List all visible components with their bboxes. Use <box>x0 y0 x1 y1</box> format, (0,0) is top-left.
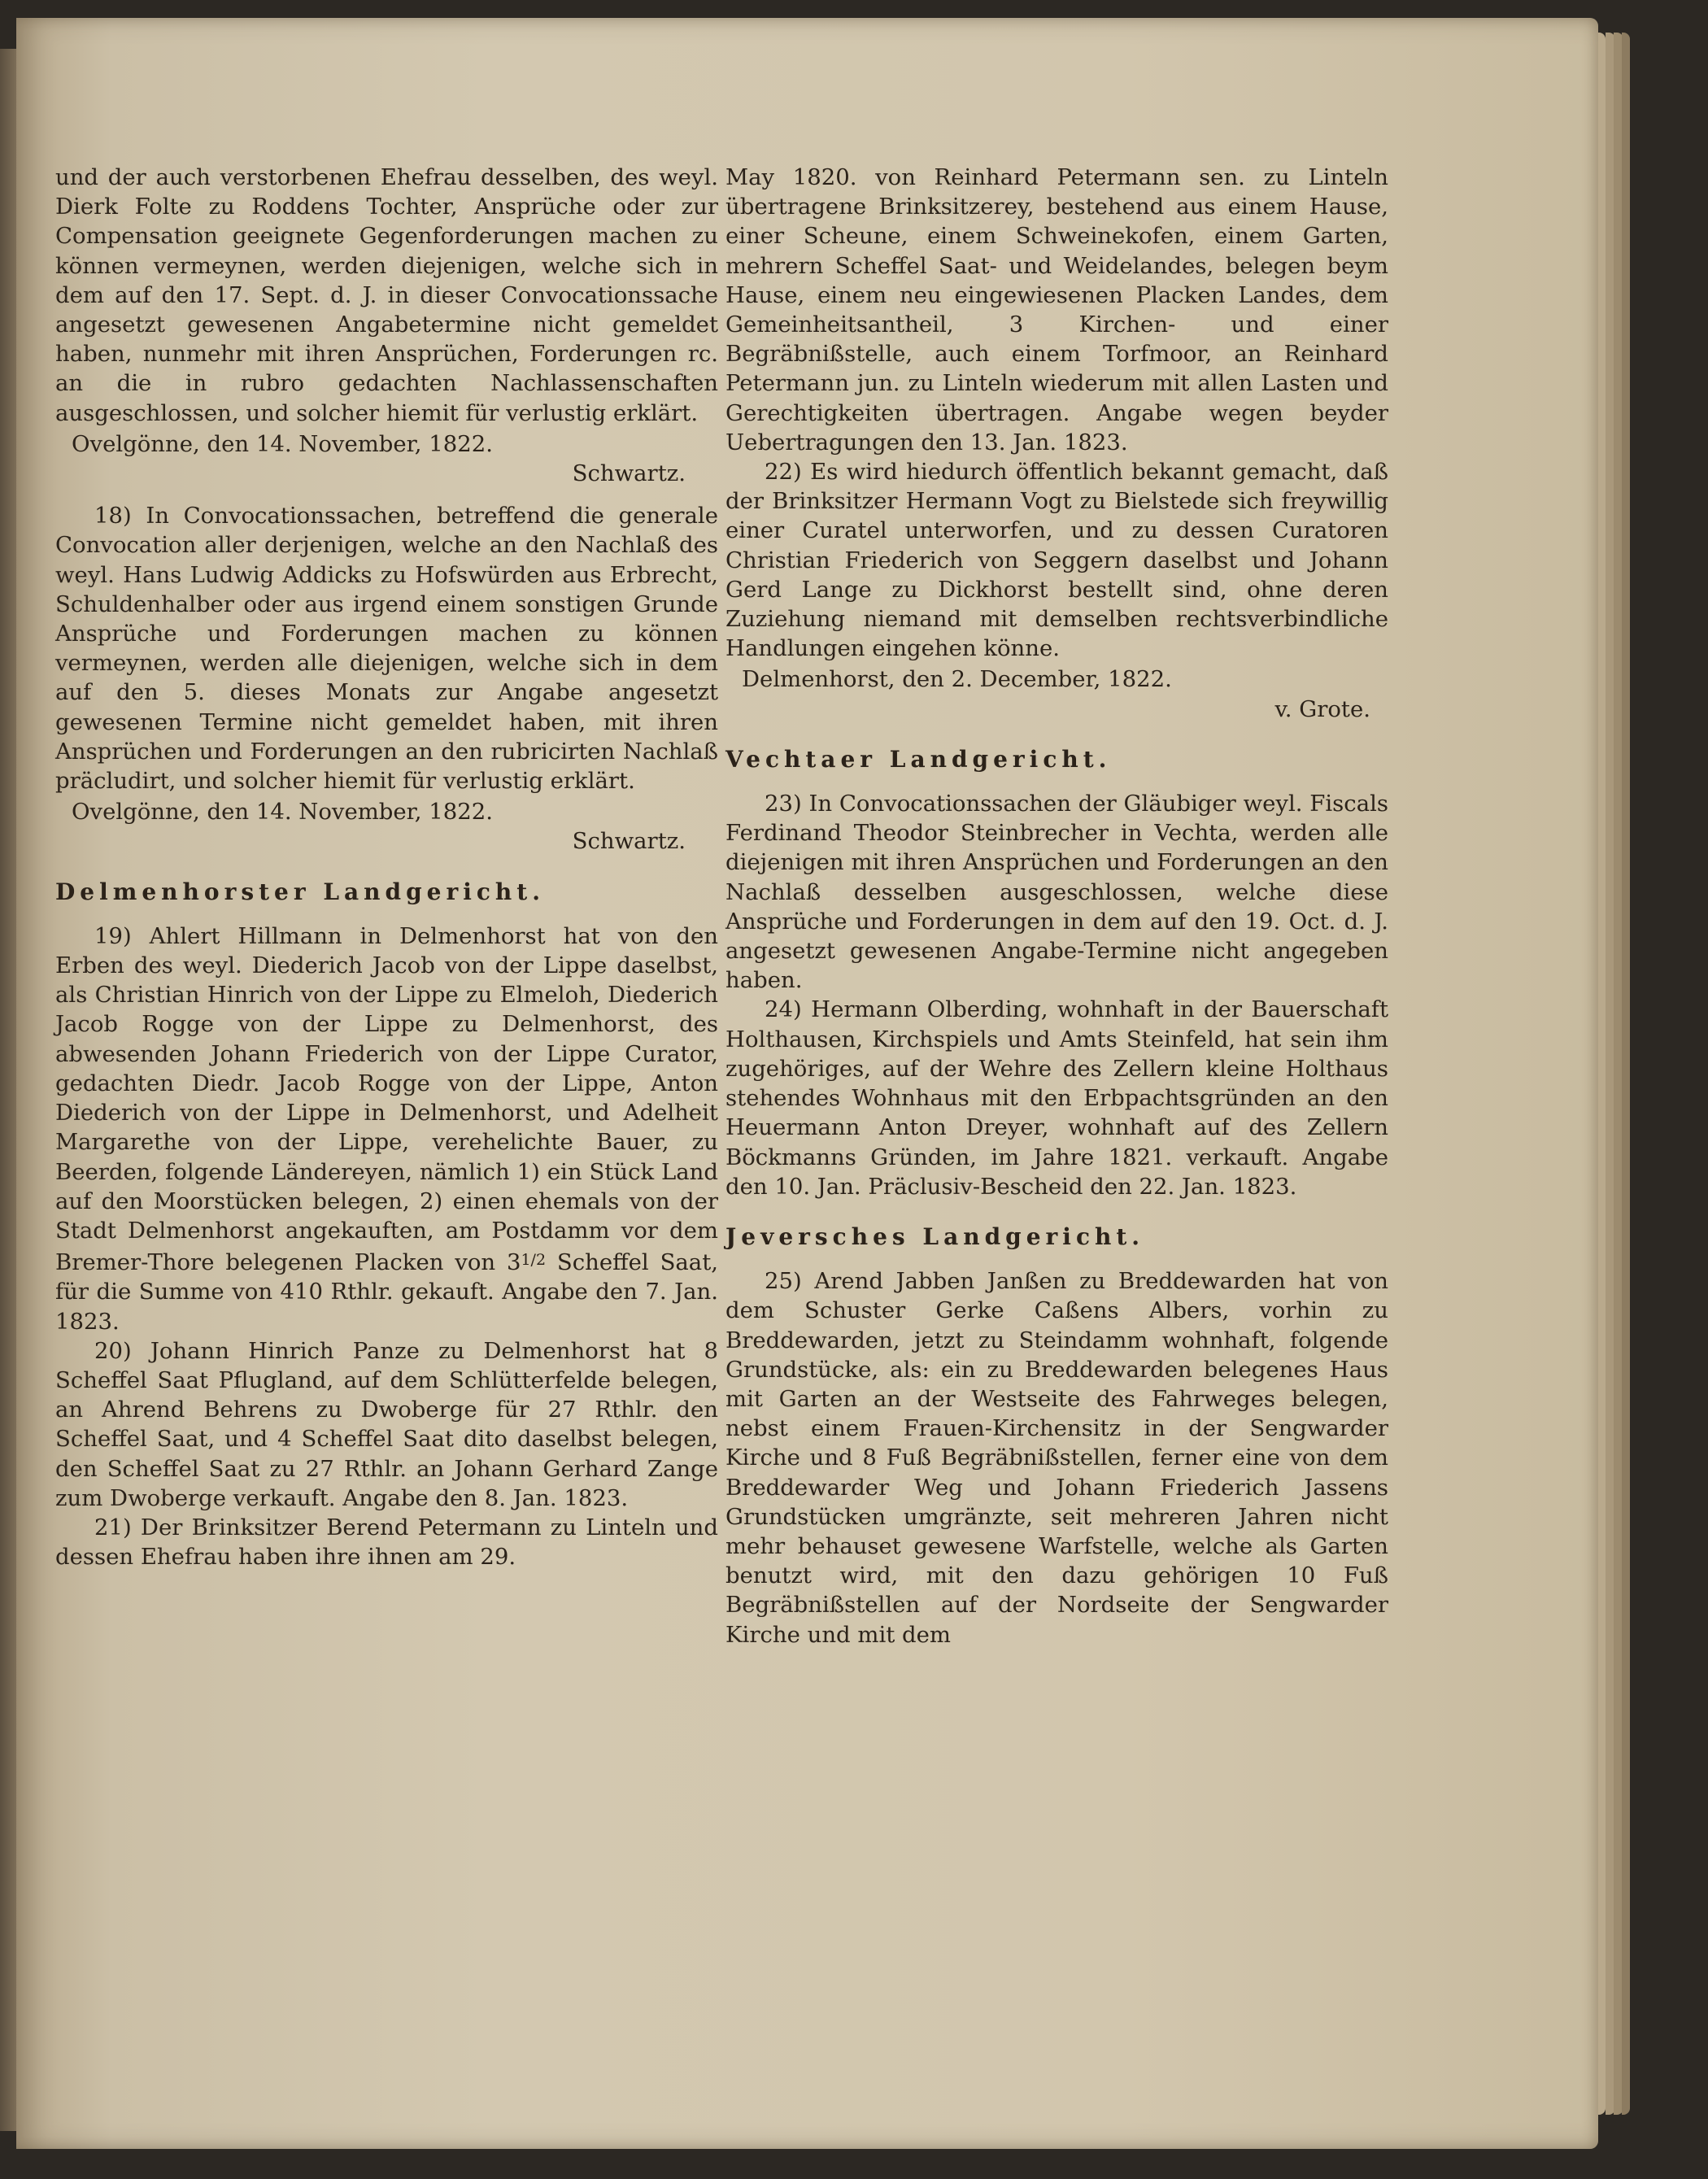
notice-22: 22) Es wird hiedurch öffentlich bekannt gemacht, daß der Brinksitzer Hermann Vogt zu Bielstede sich freywillig einer Curatel unterworfen, und zu dessen Curatoren Christian Friederich von Seggern daselbst und Johann Gerd Lange zu Dickhorst bestellt sind, ohne deren Zuziehung niemand mit demselben rechtsverbindliche Handlungen eingehen könne. <box>725 459 1388 662</box>
notice-19 <box>55 922 718 1336</box>
dateline: Ovelgönne, den 14. November, 1822. <box>72 799 494 826</box>
signature: v. Grote. <box>1274 695 1370 722</box>
section-heading: Vechtaer Landgericht. <box>725 745 1112 773</box>
dateline: Delmenhorst, den 2. December, 1822. <box>742 666 1172 693</box>
signature: Schwartz. <box>572 828 686 855</box>
notice-23: 23) In Convocationssachen der Gläubiger weyl. Fiscals Ferdinand Theodor Steinbrecher in Vechta, werden alle diejenigen mit ihren Ansprüchen und Forderungen an den Nachlaß desselben ausgeschlossen, welche diese Ansprüche und Forderungen in dem auf den 19. Oct. d. J. angesetzt gewesenen Angabe-Termine nicht angegeben haben. <box>725 791 1388 994</box>
page-fore-edge <box>1622 33 1630 2115</box>
right-column <box>725 163 1388 1650</box>
notice-21: 21) Der Brinksitzer Berend Petermann zu Linteln und dessen Ehefrau haben ihre ihnen am 29. <box>55 1514 718 1571</box>
section-heading: Jeversches Landgericht. <box>725 1222 1145 1250</box>
paragraph-continuation: May 1820. von Reinhard Petermann sen. zu Linteln übertragene Brinksitzerey, bestehend aus einem Hause, einer Scheune, einem Schweinekofen, einem Garten, mehrern Scheffel Saat- und Weidelandes, belegen beym Hause, einem neu eingewiesenen Placken Landes, dem Gemeinheitsantheil, 3 Kirchen- und einer Begräbnißstelle, auch einem Torfmoor, an Reinhard Petermann jun. zu Linteln wiederum mit allen Lasten und Gerechtigkeiten übertragen. Angabe wegen beyder Uebertragungen den 13. Jan. 1823. <box>725 164 1388 455</box>
notice-19-text: 19) Ahlert Hillmann in Delmenhorst hat von den Erben des weyl. Diederich Jacob von der Lippe daselbst, als Christian Hinrich von der Lippe zu Elmeloh, Diederich Jacob Rogge von der Lippe zu Delmenhorst, des abwesenden Johann Friederich von der Lippe Curator, gedachten Diedr. Jacob Rogge von der Lippe, Anton Diederich von der Lippe in Delmenhorst, und Adelheit Margarethe von der Lippe, verehelichte Bauer, zu Beerden, folgende Ländereyen, nämlich 1) ein Stück Land auf den Moorstücken belegen, 2) einen ehemals von der Stadt Delmenhorst angekauften, am Postdamm vor dem Bremer-Thore belegenen Placken von 3 <box>55 922 718 1276</box>
notice-24: 24) Hermann Olberding, wohnhaft in der Bauerschaft Holthausen, Kirchspiels und Amts Steinfeld, hat sein ihm zugehöriges, auf der Wehre des Zellern kleine Holthaus stehendes Wohnhaus mit den Erbpachtsgründen an den Heuermann Anton Dreyer, wohnhaft auf des Zellern Böckmanns Gründen, im Jahre 1821. verkauft. Angabe den 10. Jan. Präclusiv-Bescheid den 22. Jan. 1823. <box>725 996 1388 1200</box>
signature: Schwartz. <box>572 460 686 487</box>
paragraph-continuation: und der auch verstorbenen Ehefrau desselben, des weyl. Dierk Folte zu Roddens Tochter, Ansprüche oder zur Compensation geeignete Gegenforderungen machen zu können vermeynen, werden diejenigen, welche sich in dem auf den 17. Sept. d. J. in dieser Convocationssache angesetzt gewesenen Angabetermine nicht gemeldet haben, nunmehr mit ihren Ansprüchen, Forderungen rc. an die in rubro gedachten Nachlassenschaften ausgeschlossen, und solcher hiemit für verlustig erklärt. <box>55 164 718 426</box>
fraction: 1/2 <box>521 1251 547 1270</box>
notice-25: 25) Arend Jabben Janßen zu Breddewarden hat von dem Schuster Gerke Caßens Albers, vorhin zu Breddewarden, jetzt zu Steindamm wohnhaft, folgende Grundstücke, als: ein zu Breddewarden belegenes Haus mit Garten an der Westseite des Fahrweges belegen, nebst einem Frauen-Kirchensitz in der Sengwarder Kirche und 8 Fuß Begräbnißstellen, ferner eine von dem Breddewarder Weg und Johann Friederich Jassens Grundstücken umgränzte, seit mehreren Jahren nicht mehr behauset gewesene Warfstelle, welche als Garten benutzt wird, mit den dazu gehörigen 10 Fuß Begräbnißstellen auf der Nordseite der Sengwarder Kirche und mit dem <box>725 1268 1388 1648</box>
paper-sheet <box>16 18 1598 2149</box>
notice-19-end: Scheffel Saat, für die Summe von 410 Rthlr. gekauft. Angabe den 7. Jan. 1823. <box>55 1249 718 1335</box>
notice-18: 18) In Convocationssachen, betreffend die generale Convocation aller derjenigen, welche an den Nachlaß des weyl. Hans Ludwig Addicks zu Hofswürden aus Erbrecht, Schuldenhalber oder aus irgend einem sonstigen Grunde Ansprüche und Forderungen machen zu können vermeynen, werden alle diejenigen, welche sich in dem auf den 5. dieses Monats zur Angabe angesetzt gewesenen Termine nicht gemeldet haben, mit ihren Ansprüchen und Forderungen an den rubricirten Nachlaß präcludirt, und solcher hiemit für verlustig erklärt. <box>55 503 718 795</box>
dateline: Ovelgönne, den 14. November, 1822. <box>72 430 494 457</box>
section-heading: Delmenhorster Landgericht. <box>55 878 545 905</box>
left-column <box>55 163 718 1571</box>
notice-20: 20) Johann Hinrich Panze zu Delmenhorst hat 8 Scheffel Saat Pflugland, auf dem Schlütterfelde belegen, an Ahrend Behrens zu Dwoberge für 27 Rthlr. den Scheffel Saat, und 4 Scheffel Saat dito daselbst belegen, den Scheffel Saat zu 27 Rthlr. an Johann Gerhard Zange zum Dwoberge verkauft. Angabe den 8. Jan. 1823. <box>55 1337 718 1511</box>
